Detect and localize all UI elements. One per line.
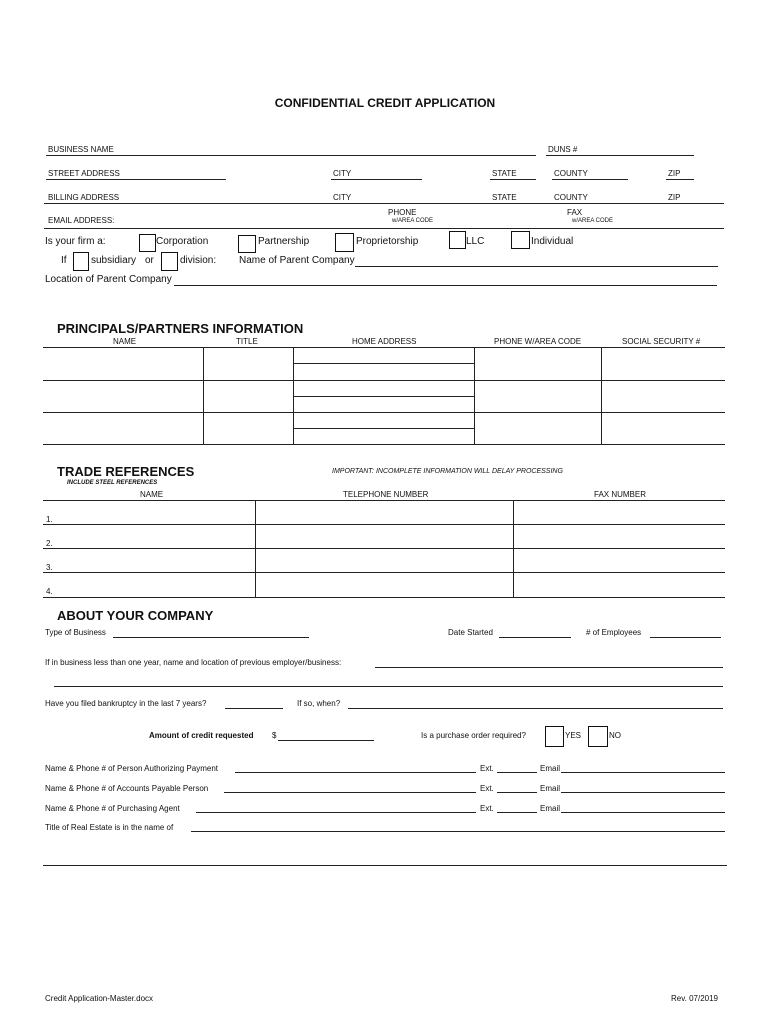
po-no-checkbox[interactable] [588, 726, 608, 747]
employees-field[interactable] [650, 637, 721, 638]
principal-row[interactable] [44, 381, 202, 411]
po-no-label: NO [609, 731, 621, 740]
street-address-field[interactable] [46, 179, 226, 180]
or-label: or [145, 255, 154, 266]
zip-field[interactable] [666, 179, 694, 180]
principals-col-name: NAME [113, 337, 137, 346]
po-yes-label: YES [565, 731, 582, 740]
payable-email-label: Email [540, 784, 561, 793]
trade-row-3-label: 3. [46, 563, 53, 572]
parent-company-location-field[interactable] [174, 285, 717, 286]
payable-ext-field[interactable] [497, 792, 537, 793]
county-field[interactable] [552, 179, 628, 180]
authorizing-ext-label: Ext. [480, 764, 494, 773]
billing-city-label: CITY [333, 193, 352, 202]
trade-row-2-label: 2. [46, 539, 53, 548]
business-name-label: BUSINESS NAME [48, 145, 114, 154]
payable-email-field[interactable] [561, 792, 725, 793]
principals-col-ssn: SOCIAL SECURITY # [622, 337, 701, 346]
parent-company-name-field[interactable] [355, 266, 718, 267]
bankruptcy-field[interactable] [225, 708, 283, 709]
trade-row-4-label: 4. [46, 587, 53, 596]
billing-zip-label: ZIP [668, 193, 681, 202]
principals-col-phone: PHONE W/AREA CODE [494, 337, 582, 346]
trade-row-1-label: 1. [46, 515, 53, 524]
city-field[interactable] [331, 179, 422, 180]
trade-col-name: NAME [140, 490, 164, 499]
po-yes-checkbox[interactable] [545, 726, 564, 747]
purchasing-field[interactable] [196, 812, 476, 813]
purchasing-email-label: Email [540, 804, 561, 813]
proprietorship-label: Proprietorship [356, 236, 419, 247]
city-label: CITY [333, 169, 352, 178]
if-so-when-label: If so, when? [297, 699, 341, 708]
payable-field[interactable] [224, 792, 476, 793]
trade-col-telephone: TELEPHONE NUMBER [343, 490, 429, 499]
corporation-label: Corporation [156, 236, 209, 247]
principal-row[interactable] [44, 413, 202, 443]
billing-county-label: COUNTY [554, 193, 588, 202]
principals-col-home-address: HOME ADDRESS [352, 337, 417, 346]
division-label: division: [180, 255, 217, 266]
firm-question: Is your firm a: [45, 236, 106, 247]
street-address-label: STREET ADDRESS [48, 169, 120, 178]
state-field[interactable] [490, 179, 536, 180]
real-estate-label: Title of Real Estate is in the name of [45, 823, 174, 832]
subsidiary-checkbox[interactable] [73, 252, 89, 271]
page-title: CONFIDENTIAL CREDIT APPLICATION [274, 96, 496, 110]
previous-employer-label: If in business less than one year, name and location of previous employer/business: [45, 658, 342, 667]
bankruptcy-label: Have you filed bankruptcy in the last 7 years? [45, 699, 207, 708]
duns-field[interactable] [546, 155, 694, 156]
real-estate-field[interactable] [191, 831, 725, 832]
po-required-label: Is a purchase order required? [421, 731, 526, 740]
footer-revision: Rev. 07/2019 [671, 994, 718, 1003]
bottom-divider [43, 865, 727, 866]
billing-state-label: STATE [492, 193, 517, 202]
purchasing-label: Name & Phone # of Purchasing Agent [45, 804, 180, 813]
subsidiary-label: subsidiary [91, 255, 137, 266]
employees-label: # of Employees [586, 628, 642, 637]
trade-references-heading: TRADE REFERENCES [57, 464, 195, 479]
phone-label: PHONE [388, 208, 417, 217]
email-address-field[interactable] [44, 228, 724, 229]
dollar-sign: $ [272, 731, 277, 740]
division-checkbox[interactable] [161, 252, 178, 271]
date-started-label: Date Started [448, 628, 493, 637]
zip-label: ZIP [668, 169, 681, 178]
duns-label: DUNS # [548, 145, 578, 154]
individual-label: Individual [531, 236, 574, 247]
authorizing-email-field[interactable] [561, 772, 725, 773]
purchasing-ext-field[interactable] [497, 812, 537, 813]
partnership-checkbox[interactable] [238, 235, 256, 253]
type-of-business-label: Type of Business [45, 628, 106, 637]
parent-company-name-label: Name of Parent Company [239, 255, 355, 266]
date-started-field[interactable] [499, 637, 571, 638]
principals-heading: PRINCIPALS/PARTNERS INFORMATION [57, 321, 304, 336]
state-label: STATE [492, 169, 517, 178]
email-address-label: EMAIL ADDRESS: [48, 216, 115, 225]
if-so-when-field[interactable] [348, 708, 723, 709]
fax-label: FAX [567, 208, 583, 217]
payable-label: Name & Phone # of Accounts Payable Person [45, 784, 209, 793]
previous-employer-field[interactable] [375, 667, 723, 668]
llc-checkbox[interactable] [449, 231, 466, 249]
credit-requested-field[interactable] [278, 740, 374, 741]
about-heading: ABOUT YOUR COMPANY [57, 608, 214, 623]
purchasing-ext-label: Ext. [480, 804, 494, 813]
county-label: COUNTY [554, 169, 588, 178]
trade-include-note: INCLUDE STEEL REFERENCES [67, 480, 158, 486]
fax-sub-label: w/AREA CODE [572, 218, 614, 224]
principal-row[interactable] [44, 348, 202, 379]
partnership-label: Partnership [258, 236, 310, 247]
footer-filename: Credit Application-Master.docx [45, 994, 154, 1003]
authorizing-email-label: Email [540, 764, 561, 773]
if-label: If [61, 255, 67, 266]
principals-col-title: TITLE [236, 337, 258, 346]
purchasing-email-field[interactable] [561, 812, 725, 813]
trade-col-fax: FAX NUMBER [594, 490, 647, 499]
payable-ext-label: Ext. [480, 784, 494, 793]
parent-company-location-label: Location of Parent Company [45, 274, 172, 285]
trade-important-note: IMPORTANT: INCOMPLETE INFORMATION WILL DELAY PROCESSING [332, 468, 563, 475]
type-of-business-field[interactable] [113, 637, 309, 638]
credit-requested-label: Amount of credit requested [149, 731, 254, 740]
individual-checkbox[interactable] [511, 231, 530, 249]
phone-sub-label: w/AREA CODE [392, 218, 434, 224]
authorizing-label: Name & Phone # of Person Authorizing Payment [45, 764, 218, 773]
authorizing-field[interactable] [235, 772, 476, 773]
authorizing-ext-field[interactable] [497, 772, 537, 773]
billing-address-label: BILLING ADDRESS [48, 193, 120, 202]
corporation-checkbox[interactable] [139, 234, 156, 252]
proprietorship-checkbox[interactable] [335, 233, 354, 252]
llc-label: LLC [466, 236, 485, 247]
billing-address-field[interactable] [44, 203, 724, 204]
previous-employer-field-2[interactable] [54, 686, 723, 687]
business-name-field[interactable] [46, 155, 536, 156]
